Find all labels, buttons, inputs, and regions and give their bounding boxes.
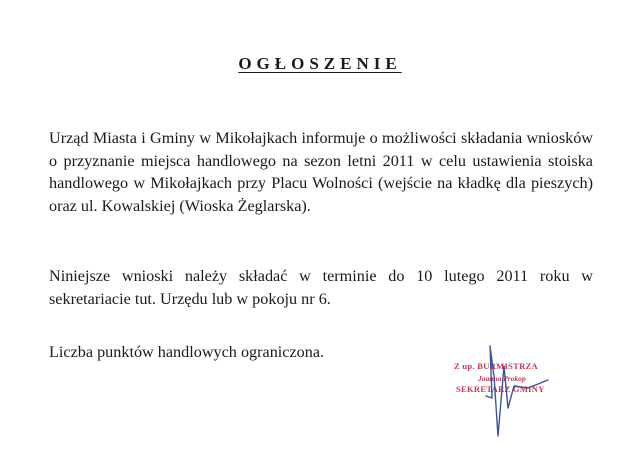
stamp-line-name: Joanna Prokop [478, 374, 526, 383]
paragraph-deadline: Niniejsze wnioski należy składać w terminie do 10 lutego 2011 roku w sekretariacie tut. Urzędu lub w pokoju nr 6. [49, 267, 593, 308]
stamp-line-authority: Z up. BURMISTRZA [454, 361, 538, 371]
paragraph-limit: Liczba punktów handlowych ograniczona. [49, 343, 325, 361]
signature-stroke [486, 346, 548, 436]
handwritten-signature [468, 336, 568, 446]
stamp-line-position: SEKRETARZ GMINY [456, 384, 545, 394]
paragraph-announcement: Urząd Miasta i Gminy w Mikołajkach informuje o możliwości składania wniosków o przyznanie miejsca handlowego na sezon letni 2011 w celu ustawienia stoiska handlowego w Mikołajkach przy Placu Wolności (wejście na kładkę dla pieszych) oraz ul. Kowalskiej (Wioska Żeglarska). [49, 129, 593, 215]
document-title: OGŁOSZENIE [238, 54, 402, 73]
